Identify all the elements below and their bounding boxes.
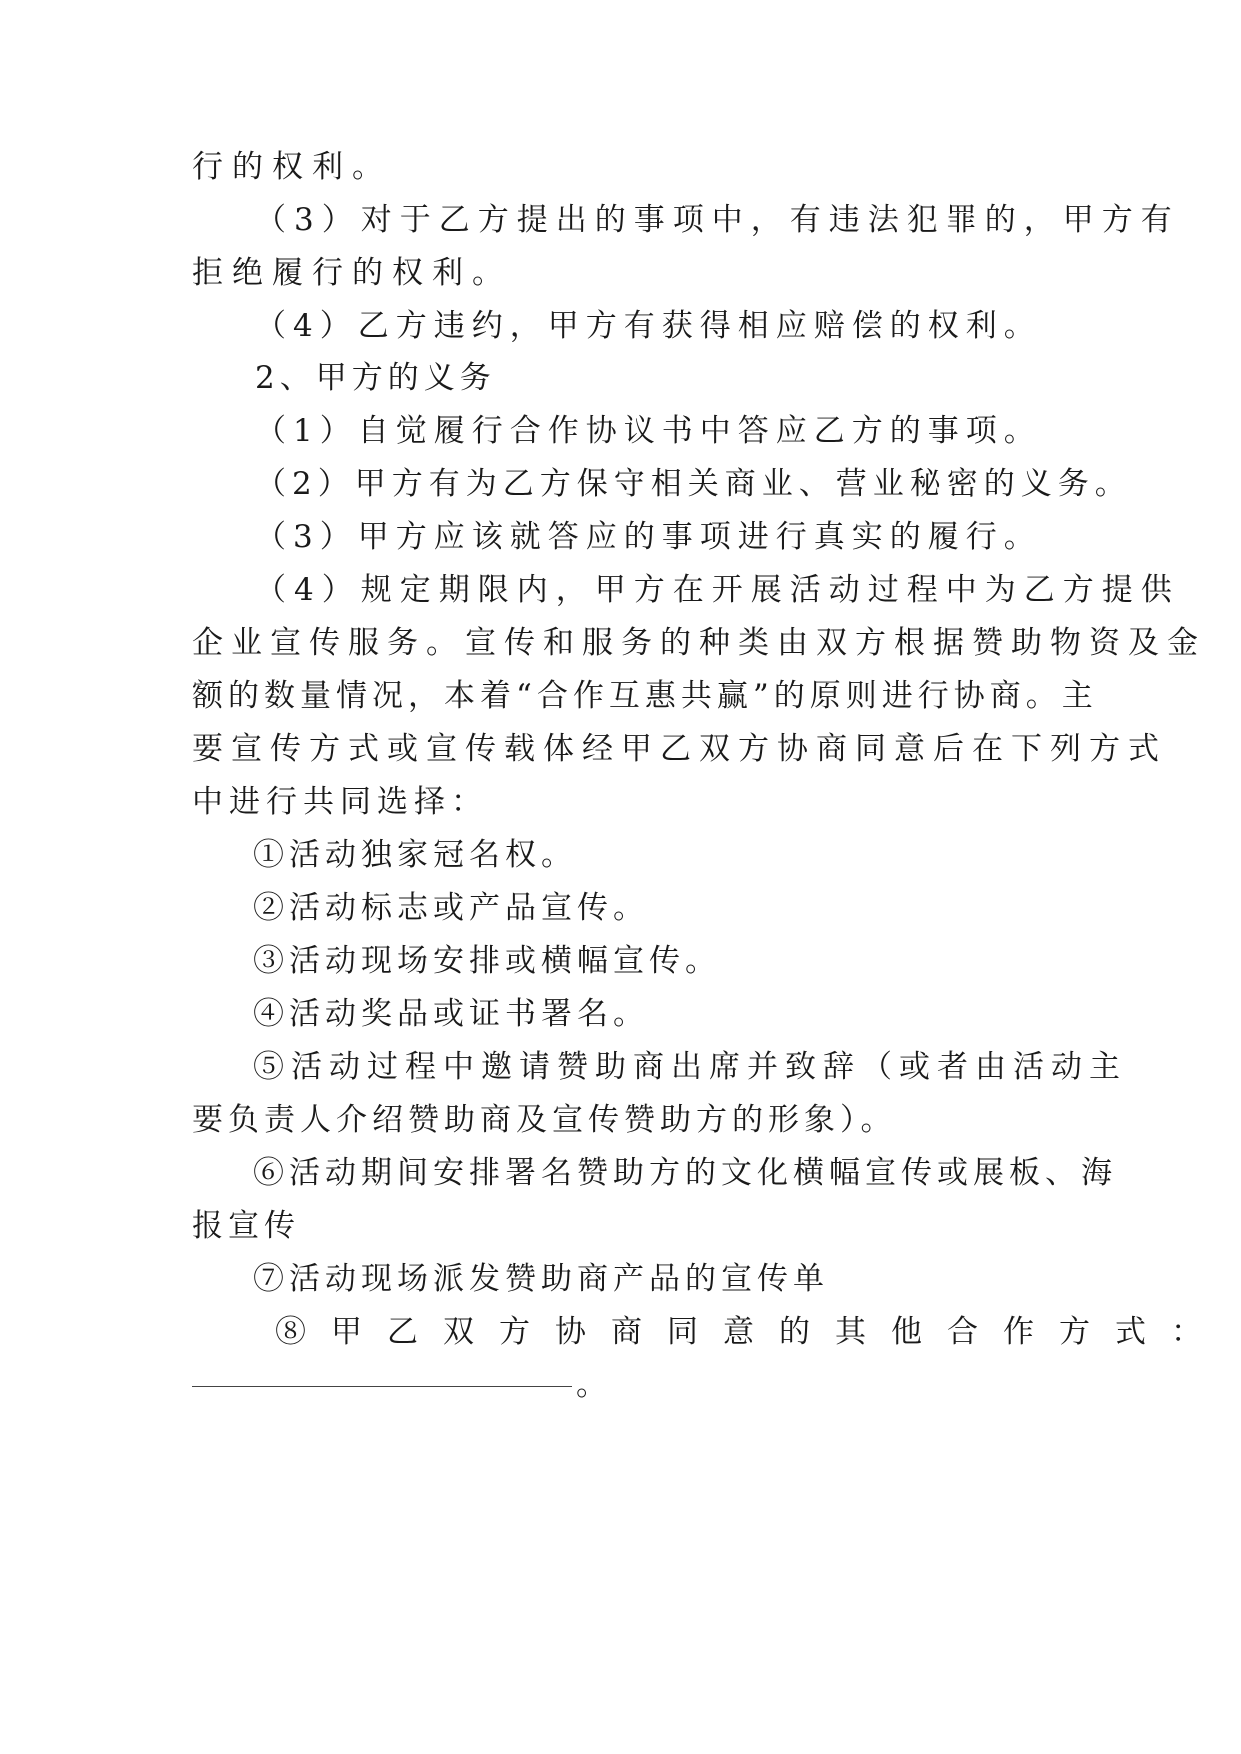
blank-line	[192, 1365, 607, 1405]
period: 。	[576, 1367, 607, 1403]
text-line: 要负责人介绍赞助商及宣传赞助方的形象）。	[192, 1102, 897, 1138]
text-line: 拒绝履行的权利。	[192, 255, 512, 291]
list-item: ④活动奖品或证书署名。	[253, 996, 649, 1032]
list-item: ⑦活动现场派发赞助商产品的宣传单	[253, 1261, 829, 1297]
text-line: （3）甲方应该就答应的事项进行真实的履行。	[255, 519, 1042, 555]
section-heading: 2、甲方的义务	[255, 360, 496, 396]
text-line: （3）对于乙方提出的事项中，有违法犯罪的，甲方有	[255, 202, 1180, 238]
text-line: （4）规定期限内，甲方在开展活动过程中为乙方提供	[255, 572, 1180, 608]
list-item: ⑥活动期间安排署名赞助方的文化横幅宣传或展板、海	[253, 1155, 1117, 1191]
text-line: 额的数量情况，本着“合作互惠共赢”的原则进行协商。主	[192, 678, 1098, 714]
text-line: （1）自觉履行合作协议书中答应乙方的事项。	[255, 413, 1042, 449]
text-line: （4）乙方违约，甲方有获得相应赔偿的权利。	[255, 308, 1042, 344]
list-item: ③活动现场安排或横幅宣传。	[253, 943, 721, 979]
list-item: ⑤活动过程中邀请赞助商出席并致辞（或者由活动主	[253, 1049, 1127, 1085]
list-item: ⑧甲乙双方协商同意的其他合作方式：	[275, 1314, 1227, 1350]
list-item: ②活动标志或产品宣传。	[253, 890, 649, 926]
fill-in-blank	[192, 1386, 572, 1387]
text-line: 要宣传方式或宣传载体经甲乙双方协商同意后在下列方式	[192, 731, 1167, 767]
text-line: （2）甲方有为乙方保守相关商业、营业秘密的义务。	[255, 466, 1132, 502]
text-line: 中进行共同选择：	[192, 784, 488, 820]
list-item: ①活动独家冠名权。	[253, 837, 577, 873]
text-line: 行的权利。	[192, 149, 392, 185]
text-line: 报宣传	[192, 1208, 300, 1244]
text-line: 企业宣传服务。宣传和服务的种类由双方根据赞助物资及金	[192, 625, 1206, 661]
